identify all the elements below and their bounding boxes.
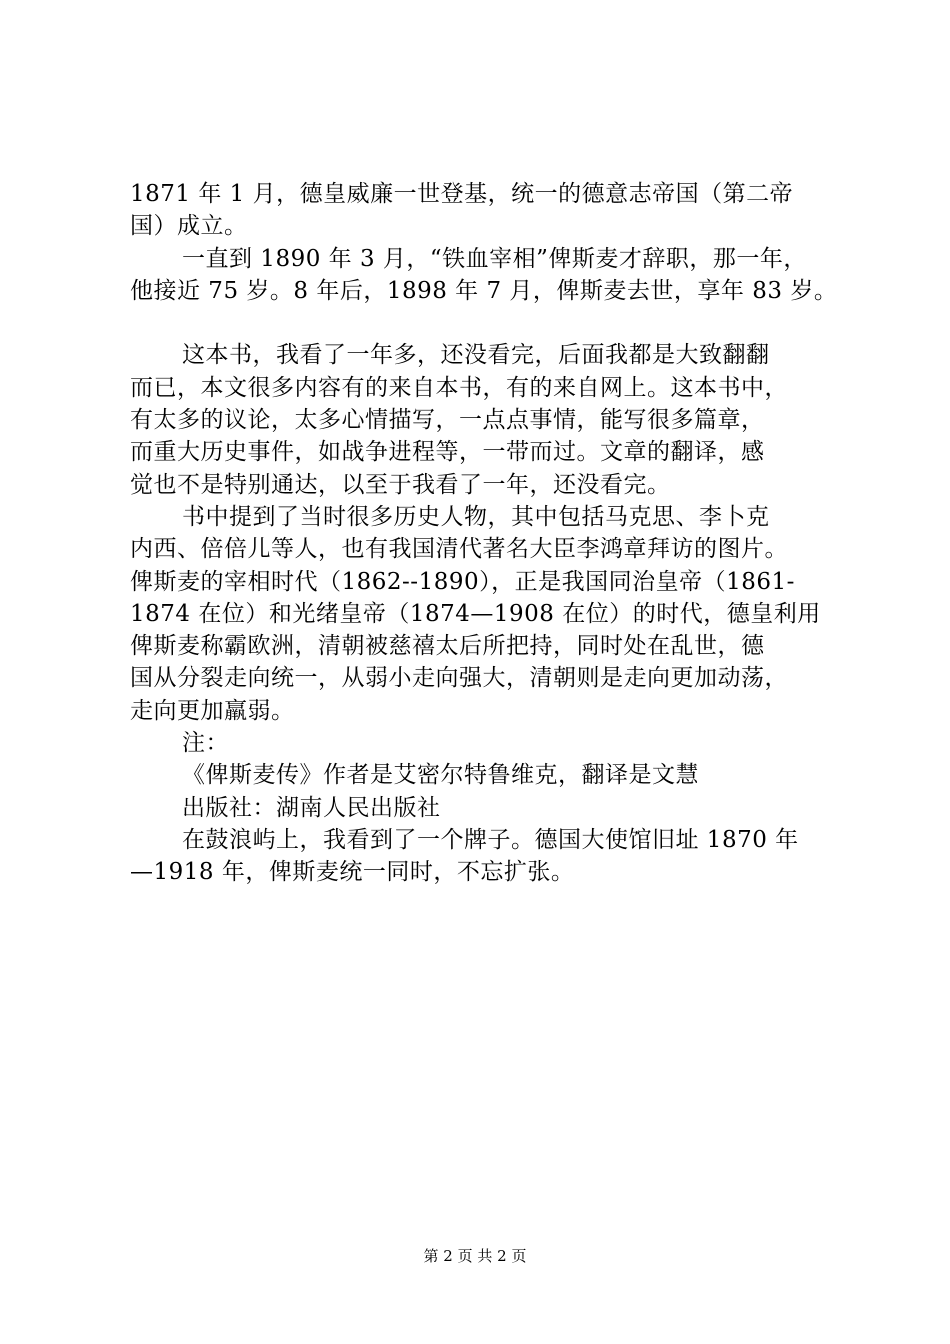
- text-line: 觉也不是特别通达，以至于我看了一年，还没看完。: [130, 471, 671, 498]
- text-line: 他接近 75 岁。8 年后，1898 年 7 月，俾斯麦去世，享年 83 岁。: [130, 277, 838, 304]
- text-line: 而已，本文很多内容有的来自本书，有的来自网上。这本书中，: [130, 374, 788, 401]
- text-line: 1871 年 1 月，德皇威廉一世登基，统一的德意志帝国（第二帝: [130, 181, 794, 207]
- text-line: 走向更加羸弱。: [130, 697, 295, 724]
- text-line: 书中提到了当时很多历史人物，其中包括马克思、李卜克: [182, 503, 770, 530]
- text-line: 一直到 1890 年 3 月，“铁血宰相”俾斯麦才辞职，那一年，: [182, 245, 807, 272]
- text-line: 《俾斯麦传》作者是艾密尔特鲁维克，翻译是文慧: [182, 762, 699, 789]
- text-line: 1874 在位）和光绪皇帝（1874—1908 在位）的时代，德皇利用: [130, 600, 821, 627]
- text-line: 内西、倍倍儿等人，也有我国清代著名大臣李鸿章拜访的图片。: [130, 536, 788, 563]
- document-body: [130, 178, 838, 889]
- text-line: 有太多的议论，太多心情描写，一点点事情，能写很多篇章，: [130, 407, 765, 434]
- text-line: 出版社：湖南人民出版社: [182, 794, 441, 821]
- text-line: 在鼓浪屿上，我看到了一个牌子。德国大使馆旧址 1870 年: [182, 826, 799, 853]
- text-line: 国）成立。: [130, 213, 248, 240]
- text-line: 而重大历史事件，如战争进程等，一带而过。文章的翻译，感: [130, 439, 765, 466]
- text-line: 国从分裂走向统一，从弱小走向强大，清朝则是走向更加动荡，: [130, 665, 788, 692]
- text-line: —1918 年，俾斯麦统一同时，不忘扩张。: [130, 859, 575, 886]
- note-heading: 注：: [182, 730, 229, 757]
- text-line: 这本书，我看了一年多，还没看完，后面我都是大致翻翻: [182, 342, 770, 369]
- text-line: 俾斯麦的宰相时代（1862--1890），正是我国同治皇帝（1861-: [130, 568, 795, 595]
- text-line: 俾斯麦称霸欧洲，清朝被慈禧太后所把持，同时处在乱世，德: [130, 633, 765, 660]
- page-footer: 第 2 页 共 2 页: [423, 1247, 527, 1265]
- paragraph-spacer: [130, 307, 830, 339]
